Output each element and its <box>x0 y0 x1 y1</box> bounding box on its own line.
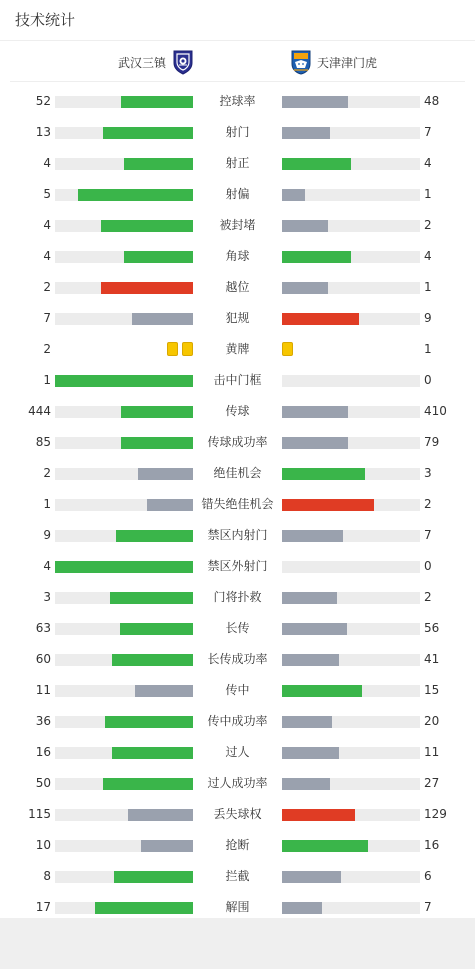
away-stat-bar-fill <box>282 747 339 759</box>
home-stat-bar-fill <box>103 127 193 139</box>
away-stat-bar <box>282 871 420 883</box>
away-stat-value: 27 <box>424 776 440 790</box>
stat-label: 错失绝佳机会 <box>201 497 274 511</box>
away-stat-value: 11 <box>424 745 440 759</box>
away-stat-value: 48 <box>424 94 440 108</box>
home-stat-bar <box>55 220 193 232</box>
away-stat-value: 1 <box>424 280 432 294</box>
away-stat-bar <box>282 468 420 480</box>
home-stat-bar <box>55 778 193 790</box>
home-stat-value: 11 <box>35 683 51 697</box>
away-stat-bar-fill <box>282 127 330 139</box>
away-stat-bar-fill <box>282 778 330 790</box>
stat-label: 射偏 <box>225 187 250 201</box>
away-stat-bar <box>282 623 420 635</box>
stat-label: 过人 <box>225 745 250 759</box>
home-stat-value: 115 <box>28 807 51 821</box>
home-stat-value: 4 <box>43 249 51 263</box>
home-stat-bar <box>55 282 193 294</box>
stat-label: 黄牌 <box>225 342 250 356</box>
home-stat-bar-fill <box>135 685 193 697</box>
away-stat-bar-fill <box>282 716 332 728</box>
home-stat-value: 4 <box>43 156 51 170</box>
stat-row <box>0 272 475 303</box>
away-stat-bar <box>282 778 420 790</box>
stat-label: 丢失球权 <box>213 807 262 821</box>
stat-row <box>0 613 475 644</box>
away-stat-bar <box>282 96 420 108</box>
home-stat-value: 3 <box>43 590 51 604</box>
away-stat-bar <box>282 499 420 511</box>
away-stat-bar-fill <box>282 654 339 666</box>
home-stat-bar <box>55 685 193 697</box>
home-stat-bar-fill <box>112 747 193 759</box>
home-stat-value: 85 <box>35 435 51 449</box>
away-stat-value: 41 <box>424 652 440 666</box>
home-stat-bar <box>55 530 193 542</box>
home-stat-bar-fill <box>128 809 193 821</box>
home-stat-value: 8 <box>43 869 51 883</box>
home-yellow-cards <box>167 342 193 356</box>
stat-row <box>0 706 475 737</box>
home-stat-bar-fill <box>105 716 193 728</box>
home-stat-value: 2 <box>43 342 51 356</box>
stat-row <box>0 396 475 427</box>
away-stat-bar-fill <box>282 840 368 852</box>
stat-row <box>0 427 475 458</box>
stat-label: 解围 <box>225 900 250 914</box>
away-stat-bar <box>282 282 420 294</box>
away-stat-bar <box>282 716 420 728</box>
home-stat-value: 17 <box>35 900 51 914</box>
stat-row <box>0 799 475 830</box>
away-stat-bar <box>282 840 420 852</box>
stat-row <box>0 861 475 892</box>
home-stat-value: 60 <box>35 652 51 666</box>
yellow-card-icon <box>282 342 293 356</box>
away-yellow-cards <box>282 342 293 356</box>
home-stat-value: 5 <box>43 187 51 201</box>
away-team-name: 天津津门虎 <box>317 55 378 70</box>
away-stat-bar <box>282 251 420 263</box>
away-stat-bar-fill <box>282 685 362 697</box>
home-stat-bar-fill <box>78 189 193 201</box>
away-stat-bar-fill <box>282 623 347 635</box>
home-stat-value: 36 <box>35 714 51 728</box>
home-stat-value: 444 <box>28 404 51 418</box>
stat-label: 禁区内射门 <box>207 528 268 542</box>
away-stat-value: 15 <box>424 683 440 697</box>
home-stat-bar <box>55 437 193 449</box>
stat-label: 射正 <box>225 156 250 170</box>
stat-row <box>0 458 475 489</box>
home-stat-bar <box>55 747 193 759</box>
stat-row <box>0 582 475 613</box>
home-stat-bar-fill <box>124 251 193 263</box>
away-stat-bar <box>282 375 420 387</box>
stat-row <box>0 520 475 551</box>
stat-row <box>0 303 475 334</box>
home-stat-bar <box>55 716 193 728</box>
away-stat-bar-fill <box>282 96 348 108</box>
stat-row <box>0 830 475 861</box>
stat-row <box>0 365 475 396</box>
away-team[interactable] <box>290 49 377 75</box>
stat-label: 拦截 <box>225 869 250 883</box>
away-stat-value: 4 <box>424 249 432 263</box>
home-stat-bar <box>55 809 193 821</box>
away-stat-bar <box>282 809 420 821</box>
away-stat-value: 0 <box>424 559 432 573</box>
stat-label: 击中门框 <box>213 373 262 387</box>
away-stat-value: 410 <box>424 404 447 418</box>
stat-row <box>0 241 475 272</box>
stat-row <box>0 179 475 210</box>
stat-row <box>0 644 475 675</box>
away-stat-value: 3 <box>424 466 432 480</box>
stat-label: 抢断 <box>225 838 250 852</box>
stat-row <box>0 148 475 179</box>
home-stat-bar <box>55 499 193 511</box>
home-stat-bar <box>55 871 193 883</box>
home-stat-bar <box>55 902 193 914</box>
away-stat-bar-fill <box>282 499 374 511</box>
away-stat-bar-fill <box>282 406 348 418</box>
away-stat-bar <box>282 685 420 697</box>
home-stat-bar <box>55 189 193 201</box>
stat-row <box>0 737 475 768</box>
home-stat-value: 2 <box>43 280 51 294</box>
home-stat-bar-fill <box>112 654 193 666</box>
home-stat-bar-fill <box>121 406 193 418</box>
home-team-logo-icon <box>172 49 194 75</box>
away-stat-value: 129 <box>424 807 447 821</box>
away-stat-bar <box>282 592 420 604</box>
home-stat-value: 7 <box>43 311 51 325</box>
stat-row <box>0 489 475 520</box>
away-stat-bar <box>282 406 420 418</box>
home-stat-value: 63 <box>35 621 51 635</box>
home-stat-bar-fill <box>55 561 193 573</box>
stat-row <box>0 210 475 241</box>
away-stat-bar-fill <box>282 468 365 480</box>
away-stat-value: 1 <box>424 187 432 201</box>
away-stat-bar <box>282 747 420 759</box>
away-stat-bar <box>282 561 420 573</box>
stat-label: 越位 <box>225 280 250 294</box>
home-stat-bar-fill <box>121 96 193 108</box>
stat-row <box>0 892 475 923</box>
home-stat-bar-fill <box>124 158 193 170</box>
away-stat-value: 7 <box>424 125 432 139</box>
away-stat-bar <box>282 902 420 914</box>
stat-label: 被封堵 <box>219 218 256 232</box>
away-stat-bar-fill <box>282 313 359 325</box>
stat-label: 禁区外射门 <box>207 559 268 573</box>
home-stat-bar-fill <box>55 375 193 387</box>
away-stat-value: 2 <box>424 218 432 232</box>
home-stat-bar-fill <box>116 530 193 542</box>
yellow-card-icon <box>182 342 193 356</box>
home-stat-bar <box>55 127 193 139</box>
stat-label: 长传成功率 <box>207 652 268 666</box>
home-stat-bar-fill <box>121 437 193 449</box>
stat-label: 传球 <box>225 404 250 418</box>
home-stat-value: 9 <box>43 528 51 542</box>
yellow-card-icon <box>167 342 178 356</box>
home-stat-bar-fill <box>147 499 193 511</box>
away-stat-value: 16 <box>424 838 440 852</box>
home-team[interactable] <box>118 49 194 75</box>
stat-label: 传中成功率 <box>207 714 268 728</box>
page-title: 技术统计 <box>0 0 475 41</box>
stat-row <box>0 334 475 365</box>
stat-row <box>0 117 475 148</box>
stat-label: 犯规 <box>225 311 250 325</box>
stat-row <box>0 86 475 117</box>
stat-label: 过人成功率 <box>207 776 268 790</box>
home-stat-value: 52 <box>35 94 51 108</box>
away-stat-bar-fill <box>282 437 348 449</box>
away-stat-value: 4 <box>424 156 432 170</box>
away-stat-value: 6 <box>424 869 432 883</box>
away-stat-bar-fill <box>282 530 343 542</box>
away-stat-value: 79 <box>424 435 440 449</box>
home-stat-bar <box>55 561 193 573</box>
home-stat-bar <box>55 840 193 852</box>
home-stat-value: 4 <box>43 559 51 573</box>
away-stat-bar <box>282 437 420 449</box>
home-stat-value: 50 <box>35 776 51 790</box>
home-stat-bar <box>55 251 193 263</box>
stat-label: 控球率 <box>219 94 256 108</box>
home-stat-value: 2 <box>43 466 51 480</box>
away-stat-bar-fill <box>282 220 328 232</box>
stat-label: 射门 <box>225 125 250 139</box>
away-stat-bar-fill <box>282 282 328 294</box>
away-stat-value: 7 <box>424 900 432 914</box>
home-stat-bar-fill <box>101 282 193 294</box>
home-stat-bar-fill <box>141 840 193 852</box>
home-stat-bar-fill <box>101 220 193 232</box>
away-stat-bar-fill <box>282 592 337 604</box>
stats-list <box>0 82 475 923</box>
stat-label: 绝佳机会 <box>213 466 262 480</box>
away-stat-bar <box>282 127 420 139</box>
away-stat-value: 56 <box>424 621 440 635</box>
home-stat-value: 16 <box>35 745 51 759</box>
home-team-name: 武汉三镇 <box>118 55 167 70</box>
home-stat-value: 1 <box>43 497 51 511</box>
away-stat-bar-fill <box>282 871 341 883</box>
teams-header <box>10 41 465 82</box>
away-stat-bar-fill <box>282 251 351 263</box>
home-stat-value: 10 <box>35 838 51 852</box>
away-stat-bar-fill <box>282 809 355 821</box>
home-stat-bar <box>55 623 193 635</box>
stat-row <box>0 551 475 582</box>
away-stat-bar-fill <box>282 902 322 914</box>
home-stat-bar <box>55 406 193 418</box>
away-stat-bar-fill <box>282 158 351 170</box>
home-stat-bar <box>55 654 193 666</box>
home-stat-value: 4 <box>43 218 51 232</box>
home-stat-bar-fill <box>132 313 193 325</box>
home-stat-bar <box>55 468 193 480</box>
away-team-logo-icon <box>290 49 312 75</box>
home-stat-bar <box>55 158 193 170</box>
stat-label: 门将扑救 <box>213 590 262 604</box>
stat-label: 长传 <box>225 621 250 635</box>
home-stat-bar <box>55 313 193 325</box>
away-stat-value: 9 <box>424 311 432 325</box>
home-stat-bar-fill <box>103 778 193 790</box>
away-stat-value: 1 <box>424 342 432 356</box>
home-stat-bar <box>55 375 193 387</box>
stat-label: 传中 <box>225 683 250 697</box>
stat-row <box>0 768 475 799</box>
away-stat-bar <box>282 189 420 201</box>
away-stat-bar <box>282 530 420 542</box>
away-stat-value: 7 <box>424 528 432 542</box>
home-stat-value: 1 <box>43 373 51 387</box>
away-stat-bar <box>282 220 420 232</box>
away-stat-bar-fill <box>282 189 305 201</box>
away-stat-bar <box>282 158 420 170</box>
home-stat-bar <box>55 592 193 604</box>
home-stat-bar-fill <box>110 592 193 604</box>
home-stat-bar-fill <box>138 468 193 480</box>
away-stat-bar <box>282 313 420 325</box>
away-stat-value: 2 <box>424 497 432 511</box>
away-stat-value: 0 <box>424 373 432 387</box>
home-stat-value: 13 <box>35 125 51 139</box>
home-stat-bar-fill <box>95 902 193 914</box>
away-stat-bar <box>282 654 420 666</box>
home-stat-bar-fill <box>120 623 193 635</box>
away-stat-value: 2 <box>424 590 432 604</box>
home-stat-bar-fill <box>114 871 193 883</box>
home-stat-bar <box>55 96 193 108</box>
stat-label: 角球 <box>225 249 250 263</box>
stat-row <box>0 675 475 706</box>
away-stat-value: 20 <box>424 714 440 728</box>
stat-label: 传球成功率 <box>207 435 268 449</box>
